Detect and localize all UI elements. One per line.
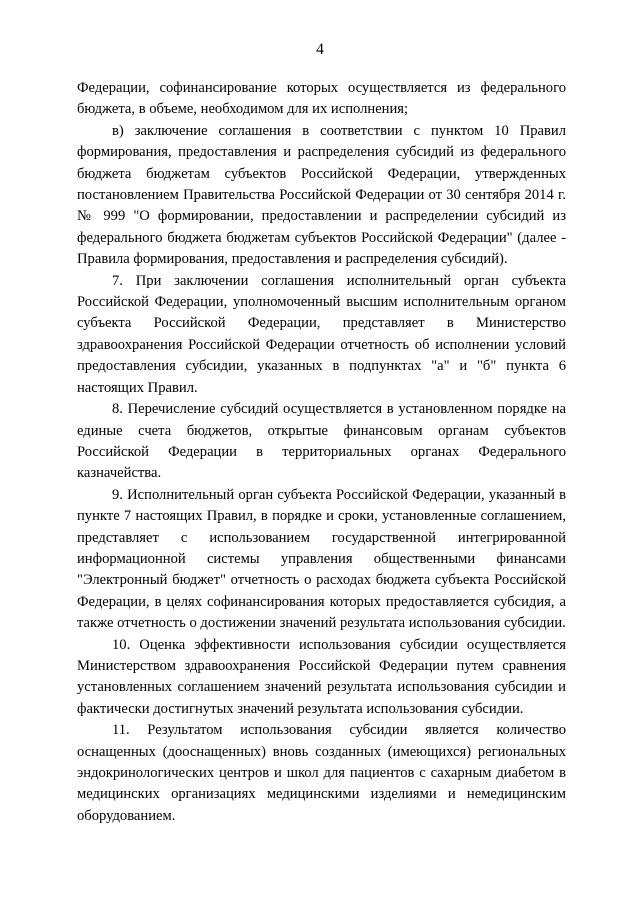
paragraph-item-7: 7. При заключении соглашения исполнительный орган субъекта Российской Федерации, уполномоченный высшим исполнительным органом субъекта Российской Федерации, представляет в Министерство здравоохранения Российской Федерации отчетность об исполнении условий предоставления субсидии, указанных в подпунктах "а" и "б" пункта 6 настоящих Правил. — [77, 272, 566, 396]
page-number: 4 — [316, 41, 324, 58]
paragraph-item-10: 10. Оценка эффективности использования субсидии осуществляется Министерством здравоохранения Российской Федерации путем сравнения установленных соглашением значений результата использования субсидии и фактически достигнутых значений результата использования субсидии. — [77, 636, 566, 717]
paragraph-subitem-v: в) заключение соглашения в соответствии с пунктом 10 Правил формирования, предоставления и распределения субсидий из федерального бюджета бюджетам субъектов Российской Федерации, утвержденных постановлением Правительства Российской Федерации от 30 сентября 2014 г. № 999 "О формировании, предоставлении и распределении субсидий из федерального бюджета бюджетам субъектов Российской Федерации" (далее - Правила формирования, предоставления и распределения субсидий). — [77, 122, 566, 268]
paragraph-item-9: 9. Исполнительный орган субъекта Российской Федерации, указанный в пункте 7 настоящих Правил, в порядке и сроки, установленные соглашением, представляет с использованием государственной интегрированной информационной системы управления общественными финансами "Электронный бюджет" отчетность о расходах бюджета субъекта Российской Федерации, в целях софинансирования которых предоставляется субсидия, а также отчетность о достижении значений результата использования субсидии. — [77, 486, 566, 632]
document-body — [77, 78, 566, 827]
paragraph-continuation: Федерации, софинансирование которых осуществляется из федерального бюджета, в объеме, необходимом для их исполнения; — [77, 80, 566, 118]
paragraph-item-8: 8. Перечисление субсидий осуществляется в установленном порядке на единые счета бюджетов, открытые финансовым органам субъектов Российской Федерации в территориальных органах Федерального казначейства. — [77, 401, 566, 482]
paragraph-item-11: 11. Результатом использования субсидии является количество оснащенных (дооснащенных) вновь созданных (имеющихся) региональных эндокринологических центров и школ для пациентов с сахарным диабетом в медицинских организациях медицинскими изделиями и немедицинским оборудованием. — [77, 722, 566, 824]
